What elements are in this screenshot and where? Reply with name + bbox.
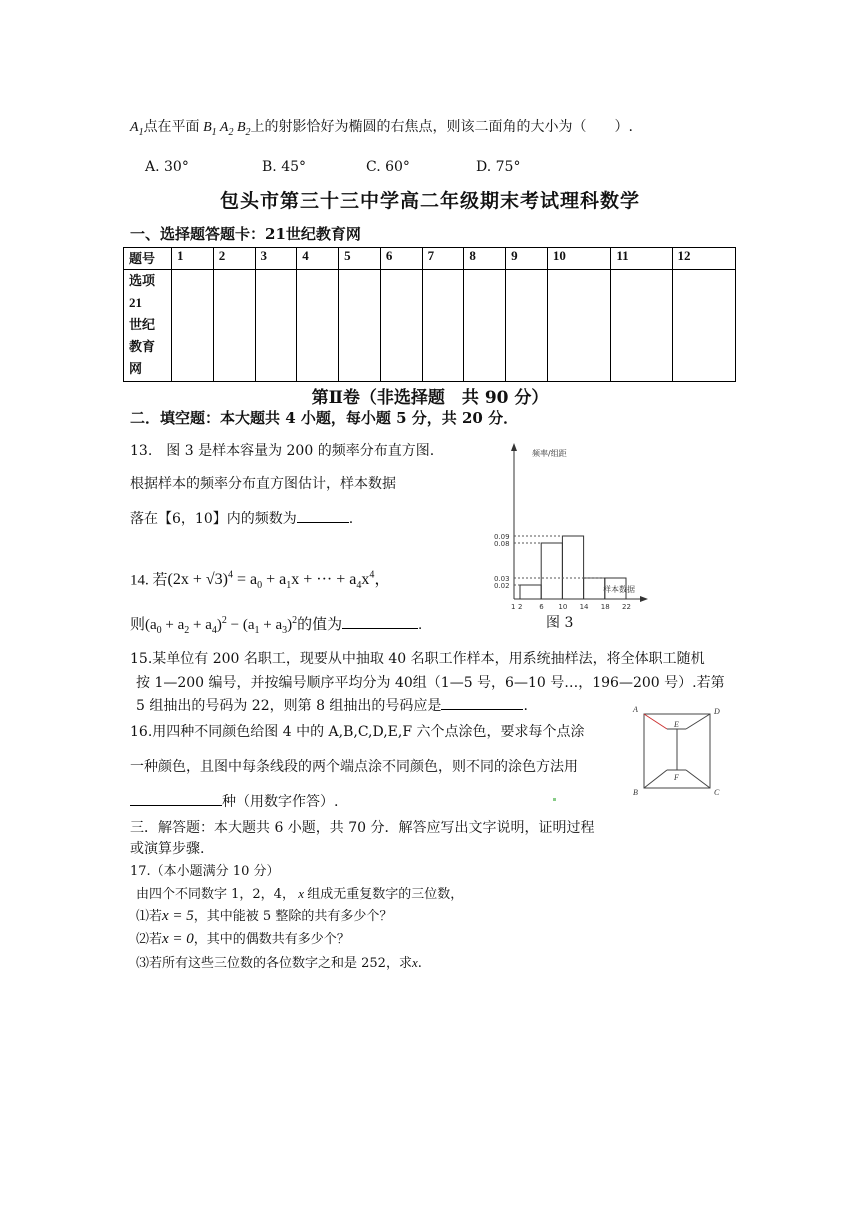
x-tick-label: 6 xyxy=(539,603,544,610)
prev-question-line xyxy=(130,117,633,143)
histogram-group xyxy=(494,443,648,610)
histogram-bar xyxy=(584,578,605,599)
q13-line3-end: . xyxy=(348,511,354,527)
q13-line3 xyxy=(130,508,353,529)
math-x-eq-0: x = 0 xyxy=(162,931,194,947)
q15-line3-end: . xyxy=(523,698,528,714)
histogram-figure xyxy=(488,440,648,610)
row2-header-line: 世纪 xyxy=(129,317,156,332)
figure4-diagram xyxy=(632,702,724,798)
answer-card-number-row xyxy=(124,248,736,270)
q15-line3-text: 5 组抽出的号码为 22，则第 8 组抽出的号码应是 xyxy=(136,698,442,714)
answer-cell-5[interactable] xyxy=(339,270,381,382)
row2-header-line: 网 xyxy=(129,361,143,376)
q17-part1-pre: ⑴若 xyxy=(136,909,163,924)
histogram-caption: 图 3 xyxy=(546,615,574,631)
option-d: D. 75° xyxy=(476,159,521,175)
math-x: x xyxy=(294,886,308,901)
section3-line1: 三．解答题：本大题共 6 小题，共 70 分．解答应写出文字说明，证明过程 xyxy=(130,820,595,836)
row2-header-line: 选项 xyxy=(129,273,156,288)
q17-part1 xyxy=(136,906,392,927)
edge-DE xyxy=(686,714,710,729)
row1-header: 题号 xyxy=(124,248,172,270)
q14-prefix: 14. 若 xyxy=(130,572,168,589)
x-tick-label: 10 xyxy=(558,603,568,610)
option-b: B. 45° xyxy=(262,159,307,175)
row2-header-line: 教育 xyxy=(129,339,156,354)
x-tick-label: 14 xyxy=(579,603,589,610)
x-axis-arrow xyxy=(640,596,648,602)
num-cell: 7 xyxy=(422,248,464,270)
num-cell: 6 xyxy=(380,248,422,270)
x-tick-label: 1 xyxy=(511,603,516,610)
q14-equation: $(2x + √3)^4 = a_0 + a_1x$ + ··· + $a_4x^4$， xyxy=(167,570,391,592)
edge-AE xyxy=(644,714,667,729)
histogram-bar xyxy=(541,543,562,599)
q16-line3 xyxy=(130,791,338,812)
point-label-e: E xyxy=(674,720,679,729)
num-cell: 2 xyxy=(213,248,255,270)
q17-part1-post: ，其中能被 5 整除的共有多少个？ xyxy=(193,909,393,924)
edge-CF xyxy=(686,770,710,788)
q13-line1: 13. 图 3 是样本容量为 200 的频率分布直方图. xyxy=(130,443,435,459)
point-label-a: A xyxy=(633,705,638,714)
answer-cell-1[interactable] xyxy=(172,270,214,382)
section2-heading: 二．填空题：本大题共 4 小题，每小题 5 分，共 20 分． xyxy=(130,409,519,427)
answer-card-option-row xyxy=(124,270,736,382)
prev-question-options xyxy=(145,157,520,177)
x-tick-label: 18 xyxy=(600,603,610,610)
y-axis-label: 频率/组距 xyxy=(532,449,567,458)
x-axis-label: 样本数据 xyxy=(603,585,635,594)
answer-cell-9[interactable] xyxy=(506,270,548,382)
point-label-c: C xyxy=(714,788,720,797)
math-x-final: x xyxy=(411,955,418,970)
num-cell: 8 xyxy=(464,248,506,270)
row2-header-line: 21 xyxy=(129,295,142,310)
answer-cell-11[interactable] xyxy=(611,270,672,382)
q16-line1: 16.用四种不同颜色给图 4 中的 A,B,C,D,E,F 六个点涂色，要求每个点涂 xyxy=(130,724,585,740)
q14-line2-suffix: 的值为 xyxy=(297,617,343,633)
q13-line2: 根据样本的频率分布直方图估计，样本数据 xyxy=(130,476,396,492)
option-a: A. 30° xyxy=(145,159,189,175)
y-tick-label: 0.08 xyxy=(494,540,510,548)
q17-part2 xyxy=(136,929,350,950)
q17-intro xyxy=(136,884,463,905)
q16-line3-suffix: 种（用数字作答）. xyxy=(222,794,339,810)
q15-answer-blank[interactable] xyxy=(441,695,523,710)
num-cell: 10 xyxy=(547,248,610,270)
q17-intro-text: 由四个不同数字 1，2，4， xyxy=(136,887,295,902)
num-cell: 5 xyxy=(339,248,381,270)
num-cell: 4 xyxy=(297,248,339,270)
q15-line3 xyxy=(136,695,528,716)
answer-card-table xyxy=(123,247,736,382)
q14-line2-prefix: 则 xyxy=(130,617,146,633)
answer-cell-12[interactable] xyxy=(672,270,736,382)
answer-cell-7[interactable] xyxy=(422,270,464,382)
q14-line1 xyxy=(130,566,390,597)
q17-header: 17.（本小题满分 10 分） xyxy=(130,864,280,879)
math-plane: $B_1$ $A_2$ $B_2$ xyxy=(199,120,251,138)
num-cell: 11 xyxy=(611,248,672,270)
answer-cell-3[interactable] xyxy=(255,270,297,382)
stray-dot xyxy=(553,798,556,801)
answer-cell-6[interactable] xyxy=(380,270,422,382)
q14-line2-end: . xyxy=(418,617,422,633)
edge-BF xyxy=(644,770,667,788)
q15-line2: 按 1—200 编号，并按编号顺序平均分为 40组（1—5 号，6—10 号…，196—200 号）.若第 xyxy=(136,675,725,691)
q17-part3-pre: ⑶若所有这些三位数的各位数字之和是 252，求 xyxy=(136,956,412,971)
q16-line2: 一种颜色，且图中每条线段的两个端点涂不同颜色，则不同的涂色方法用 xyxy=(130,759,578,775)
y-tick-label: 0.03 xyxy=(494,575,510,583)
num-cell: 9 xyxy=(506,248,548,270)
q17-part2-pre: ⑵若 xyxy=(136,932,163,947)
x-tick-label: 2 xyxy=(518,603,523,610)
q17-intro-end: 组成无重复数字的三位数， xyxy=(307,887,464,902)
q14-answer-blank[interactable] xyxy=(342,614,418,629)
y-tick-label: 0.09 xyxy=(494,533,510,541)
prev-question-text-b: 上的射影恰好为椭圆的右焦点，则该二面角的大小为（ ）. xyxy=(250,119,633,135)
q17-part3 xyxy=(136,953,422,974)
answer-cell-10[interactable] xyxy=(547,270,610,382)
y-axis-arrow xyxy=(511,443,517,451)
q13-line3-text: 落在【6，10】内的频数为 xyxy=(130,511,297,527)
num-cell: 12 xyxy=(672,248,736,270)
q15-line1: 15.某单位有 200 名职工，现要从中抽取 40 名职工作样本，用系统抽样法，将全体职工随机 xyxy=(130,651,705,667)
row2-header xyxy=(124,270,172,382)
exam-title: 包头市第三十三中学高二年级期末考试理科数学 xyxy=(219,190,640,212)
option-c: C. 60° xyxy=(366,159,410,175)
prev-question-text-a: 点在平面 xyxy=(143,119,200,135)
q14-line2 xyxy=(130,611,422,641)
point-label-f: F xyxy=(674,773,679,782)
histogram-bar xyxy=(562,536,583,599)
q16-answer-blank[interactable] xyxy=(130,791,222,806)
math-x-eq-5: x = 5 xyxy=(162,908,194,924)
num-cell: 3 xyxy=(255,248,297,270)
histogram-bar xyxy=(520,585,541,599)
answer-cell-4[interactable] xyxy=(297,270,339,382)
answer-cell-8[interactable] xyxy=(464,270,506,382)
point-label-b: B xyxy=(633,788,638,797)
q17-part3-end: . xyxy=(417,956,422,971)
x-tick-label: 22 xyxy=(622,603,631,610)
point-label-d: D xyxy=(714,707,720,716)
q14-expression: $(a_0 + a_2 + a_4)^2 - (a_1 + a_3)^2$ xyxy=(145,615,298,636)
q13-answer-blank[interactable] xyxy=(297,508,349,523)
section1-heading: 一、选择题答题卡：21世纪教育网 xyxy=(130,225,361,243)
answer-cell-2[interactable] xyxy=(213,270,255,382)
y-tick-label: 0.02 xyxy=(494,582,510,590)
q17-part2-post: ，其中的偶数共有多少个？ xyxy=(193,932,350,947)
num-cell: 1 xyxy=(172,248,214,270)
section3-line2: 或演算步骤. xyxy=(130,841,205,857)
part2-title: 第Ⅱ卷（非选择题 共 90 分） xyxy=(311,388,549,408)
math-a1: $A_1$ xyxy=(130,120,144,138)
